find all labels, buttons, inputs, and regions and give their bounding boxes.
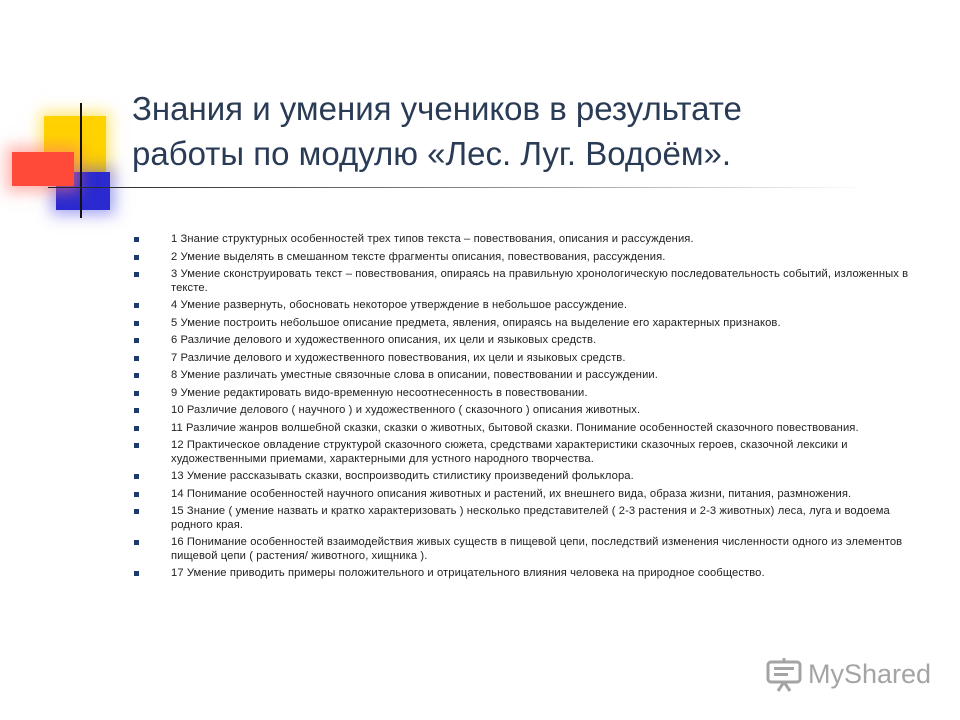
title-line-2: работы по модулю «Лес. Луг. Водоём». [132,135,732,172]
bullet-icon [134,237,139,242]
list-item: 11 Различие жанров волшебной сказки, сказки о животных, бытовой сказки. Понимание особенностей сказочного повествования. [134,422,924,436]
bullet-icon [134,356,139,361]
list-item: 7 Различие делового и художественного повествования, их цели и языковых средств. [134,352,924,366]
list-item: 17 Умение приводить примеры положительного и отрицательного влияния человека на природное сообщество. [134,567,924,581]
bullet-icon [134,321,139,326]
bullet-icon [134,303,139,308]
bullet-icon [134,509,139,514]
vertical-rule [80,103,82,218]
list-item: 16 Понимание особенностей взаимодействия живых существ в пищевой цепи, последствий изменения численности одного из элементов пищевой цепи ( растения/ животного, хищника ). [134,536,924,563]
list-item: 8 Умение различать уместные связочные слова в описании, повествовании и рассуждении. [134,369,924,383]
title-divider [48,187,868,188]
bullet-icon [134,373,139,378]
list-item: 10 Различие делового ( научного ) и художественного ( сказочного ) описания животных. [134,404,924,418]
bullet-icon [134,408,139,413]
skills-list [134,233,924,585]
list-item: 6 Различие делового и художественного описания, их цели и языковых средств. [134,334,924,348]
slide-title [132,86,892,176]
list-item: 3 Умение сконструировать текст – повествования, опираясь на правильную хронологическую последовательность событий, изложенных в тексте. [134,268,924,295]
list-item: 1 Знание структурных особенностей трех типов текста – повествования, описания и рассуждения. [134,233,924,247]
list-item: 15 Знание ( умение назвать и кратко характеризовать ) несколько представителей ( 2-3 растения и 2-3 животных) леса, луга и водоема родного края. [134,505,924,532]
watermark-logo [766,656,936,696]
decorative-squares [0,0,140,230]
bullet-icon [134,571,139,576]
watermark-text: MyShared [808,659,932,689]
list-item: 2 Умение выделять в смешанном тексте фрагменты описания, повествования, рассуждения. [134,251,924,265]
list-item: 5 Умение построить небольшое описание предмета, явления, опираясь на выделение его характерных признаков. [134,317,924,331]
bullet-icon [134,474,139,479]
bullet-icon [134,443,139,448]
bullet-icon [134,540,139,545]
bullet-icon [134,272,139,277]
list-item: 14 Понимание особенностей научного описания животных и растений, их внешнего вида, образа жизни, питания, размножения. [134,488,924,502]
list-item: 13 Умение рассказывать сказки, воспроизводить стилистику произведений фольклора. [134,470,924,484]
bullet-icon [134,255,139,260]
bullet-icon [134,391,139,396]
list-item: 4 Умение развернуть, обосновать некоторое утверждение в небольшое рассуждение. [134,299,924,313]
bullet-icon [134,338,139,343]
list-item: 9 Умение редактировать видо-временную несоотнесенность в повествовании. [134,387,924,401]
list-item: 12 Практическое овладение структурой сказочного сюжета, средствами характеристики сказочных героев, сказочной лексики и художественными приемами, характерными для устного народного творчества. [134,439,924,466]
bullet-icon [134,492,139,497]
bullet-icon [134,426,139,431]
title-line-1: Знания и умения учеников в результате [132,90,742,127]
red-square [12,152,74,186]
presentation-board-icon [766,658,802,692]
